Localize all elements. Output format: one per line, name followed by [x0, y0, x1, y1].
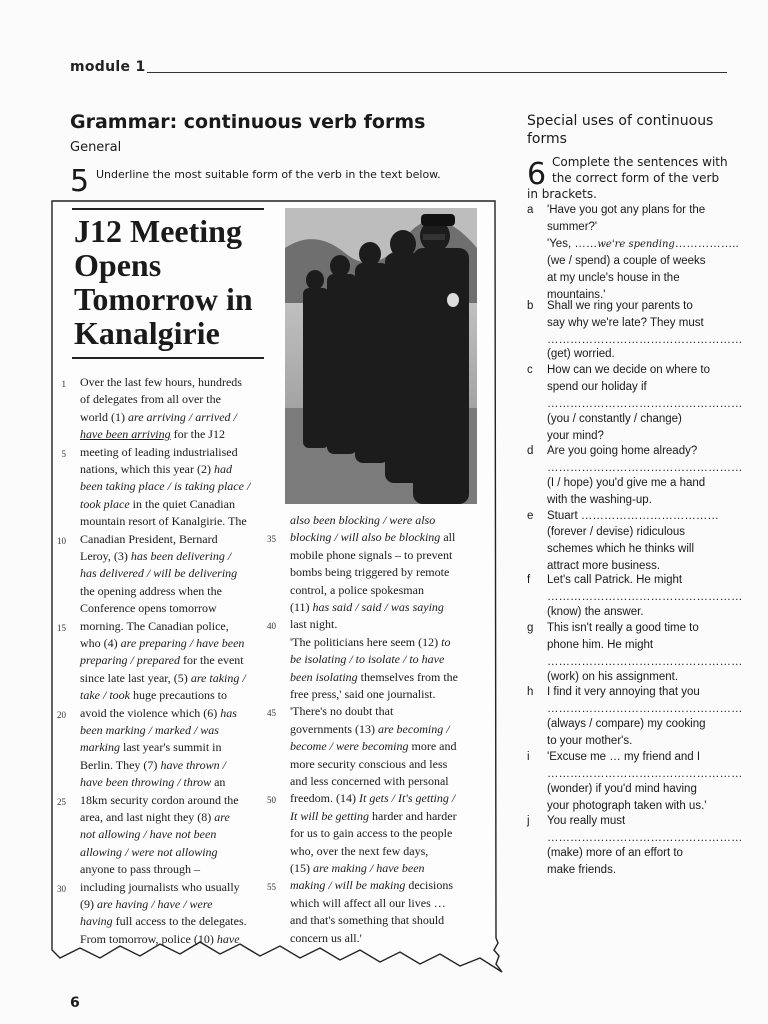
- article-text: and that's something that should: [290, 913, 445, 928]
- verb-options[interactable]: It will be getting: [290, 808, 369, 823]
- article-line: [80, 583, 222, 600]
- article-line: [80, 705, 237, 722]
- line-number: 25: [57, 796, 66, 807]
- article-text: avoid the violence which (6): [80, 705, 221, 720]
- article-text: concern us all.': [290, 930, 362, 945]
- article-line: [290, 843, 428, 860]
- verb-options[interactable]: have: [216, 931, 240, 946]
- item-letter: j: [527, 815, 530, 827]
- article-line: [80, 444, 238, 461]
- verb-options[interactable]: has said / said / was saying: [312, 600, 444, 614]
- article-line: [290, 860, 425, 877]
- item-letter: i: [527, 751, 530, 763]
- line-text: ……………………………………………: [547, 462, 743, 474]
- exercise-text: [547, 413, 682, 425]
- line-text: spend our holiday if: [547, 381, 647, 393]
- article-text: the opening address when the: [80, 583, 222, 598]
- article-line: [290, 616, 337, 633]
- verb-options[interactable]: been marking / marked / was: [80, 723, 219, 737]
- article-line: [290, 930, 362, 947]
- item-letter: f: [527, 574, 531, 586]
- line-text: You really must: [547, 815, 626, 827]
- verb-options[interactable]: also been blocking / were also: [290, 513, 436, 527]
- article-line: [80, 391, 221, 408]
- article-text: which will affect all our lives …: [290, 895, 446, 910]
- verb-options[interactable]: preparing / prepared: [80, 653, 180, 668]
- article-line: [290, 808, 457, 825]
- exercise-5-number: 5: [70, 164, 90, 199]
- item-letter: b: [527, 300, 534, 312]
- verb-options[interactable]: are making / have been: [313, 861, 425, 875]
- article-line: [80, 844, 218, 861]
- line-number: 50: [267, 795, 276, 806]
- article-line: [290, 721, 450, 738]
- article-text: including journalists who usually: [80, 879, 240, 894]
- verb-options[interactable]: been taking place / is taking place /: [80, 479, 251, 494]
- article-line: [80, 774, 225, 791]
- article-line: [80, 670, 246, 687]
- article-line: [80, 531, 218, 548]
- line-number: 5: [61, 448, 66, 459]
- exercise-text: [547, 430, 604, 442]
- line-text: your photograph taken with us.': [547, 800, 707, 812]
- line-text: say why we're late? They must: [547, 317, 704, 329]
- article-line: [290, 790, 455, 807]
- verb-options[interactable]: have been arriving: [80, 427, 171, 442]
- article-line: [290, 703, 393, 720]
- article-text: morning. The Canadian police,: [80, 618, 229, 633]
- answer-blank[interactable]: [547, 832, 743, 844]
- article-text: (15): [290, 861, 313, 875]
- article-line: [80, 722, 219, 739]
- line-text: attract more business.: [547, 560, 661, 572]
- article-text: 'There's no doubt that: [290, 704, 394, 719]
- line-text: ……………………………………………: [547, 703, 743, 715]
- exercise-6-instruction-2: the correct form of the verb: [552, 171, 720, 185]
- article-text: nations, which this year (2): [80, 462, 214, 476]
- article-text: mobile phone signals – to prevent: [290, 547, 453, 562]
- article-text: From tomorrow, police (10): [80, 931, 217, 946]
- exercise-text: [547, 255, 706, 267]
- verb-options[interactable]: having: [80, 914, 113, 929]
- verb-options[interactable]: have been throwing / throw: [80, 775, 212, 790]
- line-text: ……………………………………………: [547, 334, 743, 346]
- exercise-text: [547, 445, 697, 457]
- verb-options[interactable]: are preparing / have been: [120, 636, 245, 650]
- exercise-text: [547, 543, 694, 555]
- article-line: [80, 548, 231, 565]
- article-line: [80, 826, 216, 843]
- exercise-text: [547, 639, 653, 651]
- exercise-text: [547, 560, 660, 572]
- article-text: more security conscious and less: [290, 756, 448, 771]
- verb-options[interactable]: making / will be making: [290, 878, 406, 893]
- police-line-photo: [285, 208, 477, 504]
- line-text: ……………………………………………: [547, 656, 743, 668]
- exercise-text: [547, 671, 678, 683]
- module-label: module 1: [70, 59, 146, 75]
- exercise-text: [547, 317, 704, 329]
- verb-options[interactable]: become / were becoming: [290, 739, 409, 754]
- line-text: Shall we ring your parents to: [547, 300, 693, 312]
- article-line: [80, 461, 232, 478]
- article-line: [290, 738, 457, 755]
- article-text: Berlin. They (7): [80, 757, 161, 772]
- article-headline: J12 Meeting Opens Tomorrow in Kanalgirie: [74, 213, 253, 351]
- line-text: your mind?: [547, 430, 604, 442]
- article-line: [80, 409, 237, 426]
- line-text: ……………………………………………: [547, 832, 743, 844]
- section-title: Grammar: continuous verb forms: [70, 111, 426, 133]
- item-letter: g: [527, 622, 534, 634]
- article-line: [290, 895, 446, 912]
- exercise-text: [547, 477, 705, 489]
- article-text: all: [440, 530, 456, 545]
- line-text: I find it very annoying that you: [547, 686, 700, 698]
- line-text: 'Yes, ……: [547, 238, 598, 250]
- verb-options[interactable]: are becoming /: [377, 721, 450, 736]
- line-text: (get) worried.: [547, 348, 615, 360]
- exercise-text: [547, 622, 699, 634]
- article-line: [80, 635, 244, 652]
- exercise-text: [547, 847, 683, 859]
- article-line: [80, 896, 212, 913]
- exercise-text: [547, 526, 685, 538]
- article-text: (11): [290, 600, 313, 614]
- article-line: [290, 651, 444, 668]
- article-text: more and: [408, 739, 457, 754]
- article-line: [290, 529, 455, 546]
- line-text: at my uncle's house in the: [547, 272, 680, 284]
- article-line: [80, 931, 240, 948]
- line-number: 45: [267, 708, 276, 719]
- answer-blank[interactable]: [547, 510, 719, 522]
- article-line: [80, 879, 240, 896]
- item-letter: h: [527, 686, 534, 698]
- article-line: [290, 669, 458, 686]
- article-text: huge precautions to: [129, 688, 227, 703]
- line-text: (work) on his assignment.: [547, 671, 679, 683]
- line-text: phone him. He might: [547, 639, 654, 651]
- article-line: [80, 496, 235, 513]
- verb-options[interactable]: be isolating / to isolate / to have: [290, 652, 445, 667]
- verb-options[interactable]: It gets / It's getting /: [358, 791, 456, 806]
- line-number: 20: [57, 709, 66, 720]
- line-text: 'Excuse me … my friend and I: [547, 751, 701, 763]
- article-line: [80, 757, 226, 774]
- article-text: area, and last night they (8): [80, 810, 215, 824]
- verb-options[interactable]: are taking /: [190, 670, 246, 685]
- article-line: [290, 877, 453, 894]
- line-text: Stuart ………………………………: [547, 510, 719, 522]
- exercise-6-number: 6: [527, 157, 547, 192]
- article-text: 'The politicians here seem (12): [290, 634, 442, 649]
- line-text: ……………………………………………: [547, 398, 743, 410]
- line-number: 1: [61, 379, 66, 389]
- section-subtitle: General: [70, 140, 122, 155]
- exercise-text: [547, 735, 632, 747]
- verb-options[interactable]: allowing / were not allowing: [80, 844, 218, 859]
- verb-options[interactable]: has delivered / will be delivering: [80, 566, 238, 581]
- article-text: who (4): [80, 636, 121, 650]
- article-line: [80, 809, 230, 826]
- article-line: [80, 600, 217, 617]
- verb-options[interactable]: has been delivering /: [130, 549, 232, 563]
- answer-blank[interactable]: [547, 334, 743, 346]
- article-line: [290, 547, 452, 564]
- line-text: with the washing-up.: [547, 494, 652, 506]
- article-line: [80, 913, 247, 930]
- answer-blank[interactable]: [547, 656, 743, 668]
- exercise-text: [547, 815, 625, 827]
- article-line: [80, 513, 247, 530]
- headline-bottom-rule: [72, 357, 264, 359]
- article-text: control, a police spokesman: [290, 582, 424, 597]
- line-number: 40: [267, 621, 276, 632]
- article-text: themselves from the: [357, 669, 458, 684]
- article-text: freedom. (14): [290, 791, 359, 806]
- exercise-text: [547, 686, 700, 698]
- article-text: harder and harder: [369, 808, 457, 823]
- verb-options[interactable]: not allowing / have not been: [80, 827, 217, 842]
- article-text: in the quiet Canadian: [129, 496, 235, 511]
- line-text: to your mother's.: [547, 735, 633, 747]
- article-line: [290, 599, 444, 616]
- line-text: Let's call Patrick. He might: [547, 574, 683, 586]
- line-text: (you / constantly / change): [547, 413, 682, 425]
- exercise-text: [547, 574, 682, 586]
- line-text: (wonder) if you'd mind having: [547, 783, 697, 795]
- article-text: world (1): [80, 409, 128, 424]
- verb-options[interactable]: to: [441, 634, 451, 649]
- headline-top-rule: [72, 208, 264, 210]
- line-text: make friends.: [547, 864, 617, 876]
- line-text: (know) the answer.: [547, 606, 644, 618]
- exercise-text: [547, 751, 700, 763]
- line-text: schemes which he thinks will: [547, 543, 695, 555]
- article-line: [80, 478, 250, 495]
- article-line: [80, 792, 239, 809]
- article-line: [290, 582, 424, 599]
- verb-options[interactable]: are: [214, 810, 230, 824]
- article-text: last year's summit in: [120, 740, 222, 755]
- header-rule: [147, 72, 727, 73]
- exercise-6-instruction-1: Complete the sentences with: [552, 155, 728, 169]
- line-number: 15: [57, 622, 66, 633]
- exercise-6-instruction-3: in brackets.: [527, 187, 597, 201]
- line-text: (I / hope) you'd give me a hand: [547, 477, 706, 489]
- exercise-text: [547, 300, 693, 312]
- article-text: anyone to pass through –: [80, 862, 200, 877]
- article-line: [290, 912, 444, 929]
- article-text: and less concerned with personal: [290, 774, 449, 788]
- verb-options[interactable]: had: [213, 462, 232, 476]
- article-text: (9): [80, 897, 97, 911]
- exercise-text: [547, 864, 616, 876]
- exercise-text: [547, 783, 697, 795]
- item-letter: e: [527, 510, 534, 522]
- article-text: meeting of leading industrialised: [80, 444, 238, 459]
- verb-options[interactable]: been isolating: [290, 669, 358, 684]
- exercise-text: [547, 272, 680, 284]
- exercise-text: [547, 800, 706, 812]
- answer-blank[interactable]: [547, 398, 743, 410]
- verb-options[interactable]: take / took: [80, 688, 130, 703]
- exercise-text: [547, 718, 706, 730]
- article-line: [80, 426, 225, 443]
- article-line: [80, 374, 242, 391]
- article-text: of delegates from all over the: [80, 392, 221, 407]
- page-number: 6: [70, 995, 80, 1011]
- line-number: 35: [267, 534, 276, 545]
- line-tail: ……………..: [674, 238, 739, 250]
- handwritten-answer: we're spending: [597, 239, 675, 250]
- article-text: last night.: [290, 617, 338, 632]
- verb-options[interactable]: marking: [80, 740, 120, 755]
- article-line: [290, 686, 435, 703]
- verb-options[interactable]: has: [220, 705, 237, 720]
- line-number: 30: [57, 883, 66, 894]
- article-line: [290, 825, 452, 842]
- answer-blank[interactable]: [547, 462, 743, 474]
- article-line: [80, 739, 221, 756]
- article-text: since late last year, (5): [80, 670, 191, 685]
- article-line: [80, 687, 227, 704]
- article-text: for us to gain access to the people: [290, 826, 453, 841]
- line-text: ……………………………………………: [547, 591, 743, 603]
- article-text: an: [211, 775, 226, 790]
- article-text: governments (13): [290, 721, 378, 736]
- line-text: 'Have you got any plans for the: [547, 204, 706, 216]
- exercise-5-instruction: Underline the most suitable form of the verb in the text below.: [96, 168, 441, 181]
- article-text: full access to the delegates.: [112, 914, 247, 929]
- exercise-text: [547, 204, 705, 216]
- line-text: (we / spend) a couple of weeks: [547, 255, 706, 267]
- article-line: [290, 634, 450, 651]
- article-text: Conference opens tomorrow: [80, 601, 217, 616]
- article-line: [290, 512, 435, 529]
- article-text: Leroy, (3): [80, 549, 131, 563]
- verb-options[interactable]: took place: [80, 496, 130, 511]
- line-text: summer?': [547, 221, 598, 233]
- line-text: This isn't really a good time to: [547, 622, 699, 634]
- item-letter: c: [527, 364, 533, 376]
- line-text: How can we decide on where to: [547, 364, 711, 376]
- line-number: 55: [267, 882, 276, 893]
- line-text: ……………………………………………: [547, 768, 743, 780]
- article-line: [80, 652, 244, 669]
- exercise-text: [547, 364, 710, 376]
- exercise-text: [547, 606, 644, 618]
- exercise-text: [547, 221, 597, 233]
- article-text: bombs being triggered by remote: [290, 565, 450, 580]
- verb-options[interactable]: have thrown /: [160, 757, 226, 772]
- item-letter: a: [527, 204, 534, 216]
- answer-blank[interactable]: [547, 238, 739, 250]
- answer-blank[interactable]: [547, 591, 743, 603]
- exercise-text: [547, 348, 615, 360]
- article-text: for the event: [180, 653, 244, 668]
- exercise-text: [547, 494, 652, 506]
- article-line: [290, 564, 449, 581]
- article-line: [80, 861, 200, 878]
- article-line: [80, 618, 229, 635]
- verb-options[interactable]: are arriving / arrived /: [128, 409, 237, 424]
- answer-blank[interactable]: [547, 703, 743, 715]
- exercise-text: [547, 381, 647, 393]
- verb-options[interactable]: are having / have / were: [97, 897, 213, 911]
- article-text: decisions: [405, 878, 453, 893]
- article-text: mountain resort of Kanalgirie. The: [80, 514, 247, 529]
- verb-options[interactable]: blocking / will also be blocking: [290, 530, 441, 545]
- line-number: 10: [57, 535, 66, 546]
- line-text: (always / compare) my cooking: [547, 718, 706, 730]
- article-text: who, over the next few days,: [290, 843, 429, 858]
- article-line: [80, 565, 237, 582]
- item-letter: d: [527, 445, 534, 457]
- article-line: [290, 756, 447, 773]
- line-text: (make) more of an effort to: [547, 847, 683, 859]
- special-uses-heading: Special uses of continuous forms: [527, 113, 714, 147]
- article-text: Over the last few hours, hundreds: [80, 375, 242, 389]
- article-text: free press,' said one journalist.: [290, 687, 436, 701]
- answer-blank[interactable]: [547, 768, 743, 780]
- article-text: Canadian President, Bernard: [80, 531, 218, 546]
- line-text: (forever / devise) ridiculous: [547, 526, 686, 538]
- article-text: for the J12: [170, 427, 225, 442]
- line-text: Are you going home already?: [547, 445, 698, 457]
- article-text: 18km security cordon around the: [80, 792, 239, 807]
- article-line: [290, 773, 449, 790]
- line-text: mountains.': [547, 289, 606, 301]
